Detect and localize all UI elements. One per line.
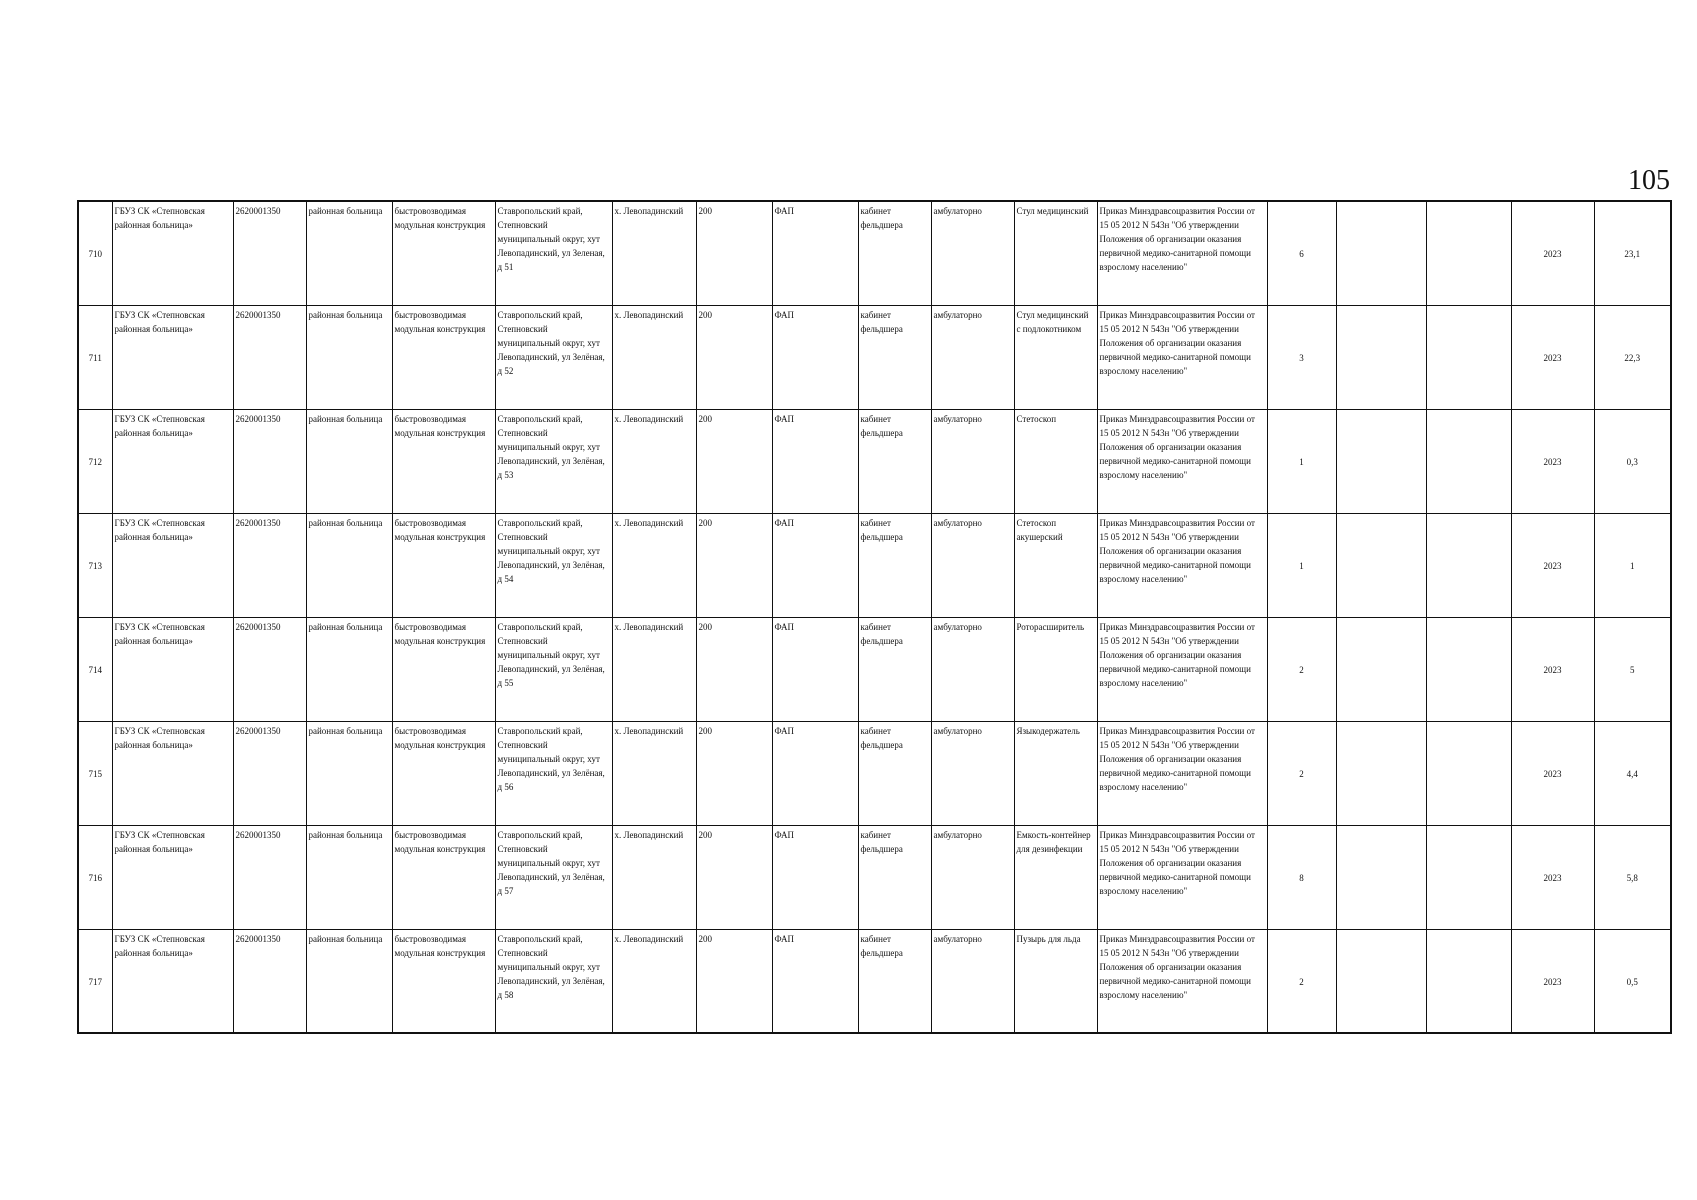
organization-cell: ГБУЗ СК «Степновская районная больница» bbox=[112, 617, 233, 721]
empty-cell-b bbox=[1426, 825, 1511, 929]
room-cell: кабинет фельдшера bbox=[858, 305, 931, 409]
equipment-cell: Стул медицинский bbox=[1014, 201, 1097, 305]
year-cell: 2023 bbox=[1511, 825, 1594, 929]
unit-cell: ФАП bbox=[772, 305, 858, 409]
code-cell: 2620001350 bbox=[233, 617, 306, 721]
equipment-cell: Пузырь для льда bbox=[1014, 929, 1097, 1033]
order-cell: Приказ Минздравсоцразвития России от 15 05 2012 N 543н "Об утверждении Положения об организации оказания первичной медико-санитарной помощи взрослому населению" bbox=[1097, 305, 1267, 409]
address-cell: Ставропольский край, Степновский муниципальный округ, хут Левопадинский, ул Зеленая, д 51 bbox=[495, 201, 612, 305]
row-number-cell: 717 bbox=[78, 929, 112, 1033]
amount-cell: 5 bbox=[1594, 617, 1671, 721]
row-number-cell: 713 bbox=[78, 513, 112, 617]
empty-cell-a bbox=[1336, 305, 1426, 409]
amount-cell: 0,3 bbox=[1594, 409, 1671, 513]
empty-cell-b bbox=[1426, 929, 1511, 1033]
empty-cell-b bbox=[1426, 305, 1511, 409]
table-body bbox=[78, 201, 1671, 1033]
table-row bbox=[78, 721, 1671, 825]
order-cell: Приказ Минздравсоцразвития России от 15 05 2012 N 543н "Об утверждении Положения об организации оказания первичной медико-санитарной помощи взрослому населению" bbox=[1097, 721, 1267, 825]
address-cell: Ставропольский край, Степновский муниципальный округ, хут Левопадинский, ул Зелёная, д 53 bbox=[495, 409, 612, 513]
building-type-cell: быстровозводимая модульная конструкция bbox=[392, 825, 495, 929]
empty-cell-a bbox=[1336, 409, 1426, 513]
address-cell: Ставропольский край, Степновский муниципальный округ, хут Левопадинский, ул Зелёная, д 57 bbox=[495, 825, 612, 929]
empty-cell-b bbox=[1426, 201, 1511, 305]
room-cell: кабинет фельдшера bbox=[858, 201, 931, 305]
amount-cell: 22,3 bbox=[1594, 305, 1671, 409]
amount-cell: 5,8 bbox=[1594, 825, 1671, 929]
care-type-cell: амбулаторно bbox=[931, 305, 1014, 409]
row-number-cell: 715 bbox=[78, 721, 112, 825]
equipment-cell: Стул медицинский с подлокотником bbox=[1014, 305, 1097, 409]
organization-type-cell: районная больница bbox=[306, 721, 392, 825]
year-cell: 2023 bbox=[1511, 513, 1594, 617]
care-type-cell: амбулаторно bbox=[931, 721, 1014, 825]
distance-cell: 200 bbox=[696, 825, 772, 929]
distance-cell: 200 bbox=[696, 617, 772, 721]
distance-cell: 200 bbox=[696, 201, 772, 305]
organization-type-cell: районная больница bbox=[306, 513, 392, 617]
unit-cell: ФАП bbox=[772, 825, 858, 929]
organization-type-cell: районная больница bbox=[306, 305, 392, 409]
unit-cell: ФАП bbox=[772, 929, 858, 1033]
building-type-cell: быстровозводимая модульная конструкция bbox=[392, 513, 495, 617]
building-type-cell: быстровозводимая модульная конструкция bbox=[392, 201, 495, 305]
room-cell: кабинет фельдшера bbox=[858, 929, 931, 1033]
organization-type-cell: районная больница bbox=[306, 617, 392, 721]
unit-cell: ФАП bbox=[772, 721, 858, 825]
table-row bbox=[78, 617, 1671, 721]
empty-cell-b bbox=[1426, 409, 1511, 513]
address-cell: Ставропольский край, Степновский муниципальный округ, хут Левопадинский, ул Зелёная, д 58 bbox=[495, 929, 612, 1033]
equipment-cell: Стетоскоп акушерский bbox=[1014, 513, 1097, 617]
care-type-cell: амбулаторно bbox=[931, 201, 1014, 305]
building-type-cell: быстровозводимая модульная конструкция bbox=[392, 617, 495, 721]
year-cell: 2023 bbox=[1511, 409, 1594, 513]
organization-cell: ГБУЗ СК «Степновская районная больница» bbox=[112, 305, 233, 409]
quantity-cell: 8 bbox=[1267, 825, 1336, 929]
quantity-cell: 2 bbox=[1267, 721, 1336, 825]
room-cell: кабинет фельдшера bbox=[858, 513, 931, 617]
quantity-cell: 2 bbox=[1267, 929, 1336, 1033]
care-type-cell: амбулаторно bbox=[931, 617, 1014, 721]
order-cell: Приказ Минздравсоцразвития России от 15 05 2012 N 543н "Об утверждении Положения об организации оказания первичной медико-санитарной помощи взрослому населению" bbox=[1097, 825, 1267, 929]
address-cell: Ставропольский край, Степновский муниципальный округ, хут Левопадинский, ул Зелёная, д 56 bbox=[495, 721, 612, 825]
empty-cell-a bbox=[1336, 721, 1426, 825]
table-row bbox=[78, 513, 1671, 617]
locality-cell: х. Левопадинский bbox=[612, 617, 696, 721]
locality-cell: х. Левопадинский bbox=[612, 825, 696, 929]
row-number-cell: 711 bbox=[78, 305, 112, 409]
organization-cell: ГБУЗ СК «Степновская районная больница» bbox=[112, 201, 233, 305]
address-cell: Ставропольский край, Степновский муниципальный округ, хут Левопадинский, ул Зелёная, д 52 bbox=[495, 305, 612, 409]
care-type-cell: амбулаторно bbox=[931, 825, 1014, 929]
organization-type-cell: районная больница bbox=[306, 201, 392, 305]
order-cell: Приказ Минздравсоцразвития России от 15 05 2012 N 543н "Об утверждении Положения об организации оказания первичной медико-санитарной помощи взрослому населению" bbox=[1097, 201, 1267, 305]
year-cell: 2023 bbox=[1511, 929, 1594, 1033]
room-cell: кабинет фельдшера bbox=[858, 409, 931, 513]
organization-cell: ГБУЗ СК «Степновская районная больница» bbox=[112, 409, 233, 513]
equipment-table bbox=[77, 200, 1672, 1034]
code-cell: 2620001350 bbox=[233, 721, 306, 825]
unit-cell: ФАП bbox=[772, 513, 858, 617]
year-cell: 2023 bbox=[1511, 305, 1594, 409]
empty-cell-b bbox=[1426, 617, 1511, 721]
distance-cell: 200 bbox=[696, 513, 772, 617]
room-cell: кабинет фельдшера bbox=[858, 825, 931, 929]
row-number-cell: 716 bbox=[78, 825, 112, 929]
organization-cell: ГБУЗ СК «Степновская районная больница» bbox=[112, 513, 233, 617]
unit-cell: ФАП bbox=[772, 409, 858, 513]
quantity-cell: 2 bbox=[1267, 617, 1336, 721]
amount-cell: 4,4 bbox=[1594, 721, 1671, 825]
equipment-cell: Емкость-контейнер для дезинфекции bbox=[1014, 825, 1097, 929]
code-cell: 2620001350 bbox=[233, 825, 306, 929]
locality-cell: х. Левопадинский bbox=[612, 513, 696, 617]
building-type-cell: быстровозводимая модульная конструкция bbox=[392, 929, 495, 1033]
code-cell: 2620001350 bbox=[233, 929, 306, 1033]
code-cell: 2620001350 bbox=[233, 409, 306, 513]
organization-cell: ГБУЗ СК «Степновская районная больница» bbox=[112, 721, 233, 825]
order-cell: Приказ Минздравсоцразвития России от 15 05 2012 N 543н "Об утверждении Положения об организации оказания первичной медико-санитарной помощи взрослому населению" bbox=[1097, 617, 1267, 721]
distance-cell: 200 bbox=[696, 409, 772, 513]
distance-cell: 200 bbox=[696, 721, 772, 825]
unit-cell: ФАП bbox=[772, 201, 858, 305]
row-number-cell: 712 bbox=[78, 409, 112, 513]
row-number-cell: 710 bbox=[78, 201, 112, 305]
order-cell: Приказ Минздравсоцразвития России от 15 05 2012 N 543н "Об утверждении Положения об организации оказания первичной медико-санитарной помощи взрослому населению" bbox=[1097, 513, 1267, 617]
year-cell: 2023 bbox=[1511, 201, 1594, 305]
row-number-cell: 714 bbox=[78, 617, 112, 721]
organization-type-cell: районная больница bbox=[306, 929, 392, 1033]
locality-cell: х. Левопадинский bbox=[612, 721, 696, 825]
equipment-cell: Языкодержатель bbox=[1014, 721, 1097, 825]
unit-cell: ФАП bbox=[772, 617, 858, 721]
locality-cell: х. Левопадинский bbox=[612, 409, 696, 513]
table-row bbox=[78, 825, 1671, 929]
empty-cell-b bbox=[1426, 513, 1511, 617]
address-cell: Ставропольский край, Степновский муниципальный округ, хут Левопадинский, ул Зелёная, д 55 bbox=[495, 617, 612, 721]
room-cell: кабинет фельдшера bbox=[858, 721, 931, 825]
distance-cell: 200 bbox=[696, 929, 772, 1033]
year-cell: 2023 bbox=[1511, 617, 1594, 721]
amount-cell: 0,5 bbox=[1594, 929, 1671, 1033]
equipment-cell: Стетоскоп bbox=[1014, 409, 1097, 513]
organization-type-cell: районная больница bbox=[306, 409, 392, 513]
organization-cell: ГБУЗ СК «Степновская районная больница» bbox=[112, 929, 233, 1033]
organization-cell: ГБУЗ СК «Степновская районная больница» bbox=[112, 825, 233, 929]
empty-cell-a bbox=[1336, 201, 1426, 305]
code-cell: 2620001350 bbox=[233, 513, 306, 617]
code-cell: 2620001350 bbox=[233, 305, 306, 409]
quantity-cell: 6 bbox=[1267, 201, 1336, 305]
order-cell: Приказ Минздравсоцразвития России от 15 05 2012 N 543н "Об утверждении Положения об организации оказания первичной медико-санитарной помощи взрослому населению" bbox=[1097, 409, 1267, 513]
care-type-cell: амбулаторно bbox=[931, 513, 1014, 617]
amount-cell: 1 bbox=[1594, 513, 1671, 617]
year-cell: 2023 bbox=[1511, 721, 1594, 825]
empty-cell-b bbox=[1426, 721, 1511, 825]
care-type-cell: амбулаторно bbox=[931, 929, 1014, 1033]
amount-cell: 23,1 bbox=[1594, 201, 1671, 305]
room-cell: кабинет фельдшера bbox=[858, 617, 931, 721]
page-number: 105 bbox=[1628, 165, 1670, 196]
table-row bbox=[78, 201, 1671, 305]
table-row bbox=[78, 929, 1671, 1033]
locality-cell: х. Левопадинский bbox=[612, 305, 696, 409]
empty-cell-a bbox=[1336, 825, 1426, 929]
building-type-cell: быстровозводимая модульная конструкция bbox=[392, 409, 495, 513]
building-type-cell: быстровозводимая модульная конструкция bbox=[392, 721, 495, 825]
locality-cell: х. Левопадинский bbox=[612, 201, 696, 305]
care-type-cell: амбулаторно bbox=[931, 409, 1014, 513]
quantity-cell: 1 bbox=[1267, 513, 1336, 617]
building-type-cell: быстровозводимая модульная конструкция bbox=[392, 305, 495, 409]
organization-type-cell: районная больница bbox=[306, 825, 392, 929]
equipment-cell: Роторасширитель bbox=[1014, 617, 1097, 721]
order-cell: Приказ Минздравсоцразвития России от 15 05 2012 N 543н "Об утверждении Положения об организации оказания первичной медико-санитарной помощи взрослому населению" bbox=[1097, 929, 1267, 1033]
quantity-cell: 1 bbox=[1267, 409, 1336, 513]
quantity-cell: 3 bbox=[1267, 305, 1336, 409]
code-cell: 2620001350 bbox=[233, 201, 306, 305]
table-row bbox=[78, 305, 1671, 409]
table-row bbox=[78, 409, 1671, 513]
locality-cell: х. Левопадинский bbox=[612, 929, 696, 1033]
distance-cell: 200 bbox=[696, 305, 772, 409]
address-cell: Ставропольский край, Степновский муниципальный округ, хут Левопадинский, ул Зелёная, д 54 bbox=[495, 513, 612, 617]
empty-cell-a bbox=[1336, 929, 1426, 1033]
empty-cell-a bbox=[1336, 617, 1426, 721]
empty-cell-a bbox=[1336, 513, 1426, 617]
